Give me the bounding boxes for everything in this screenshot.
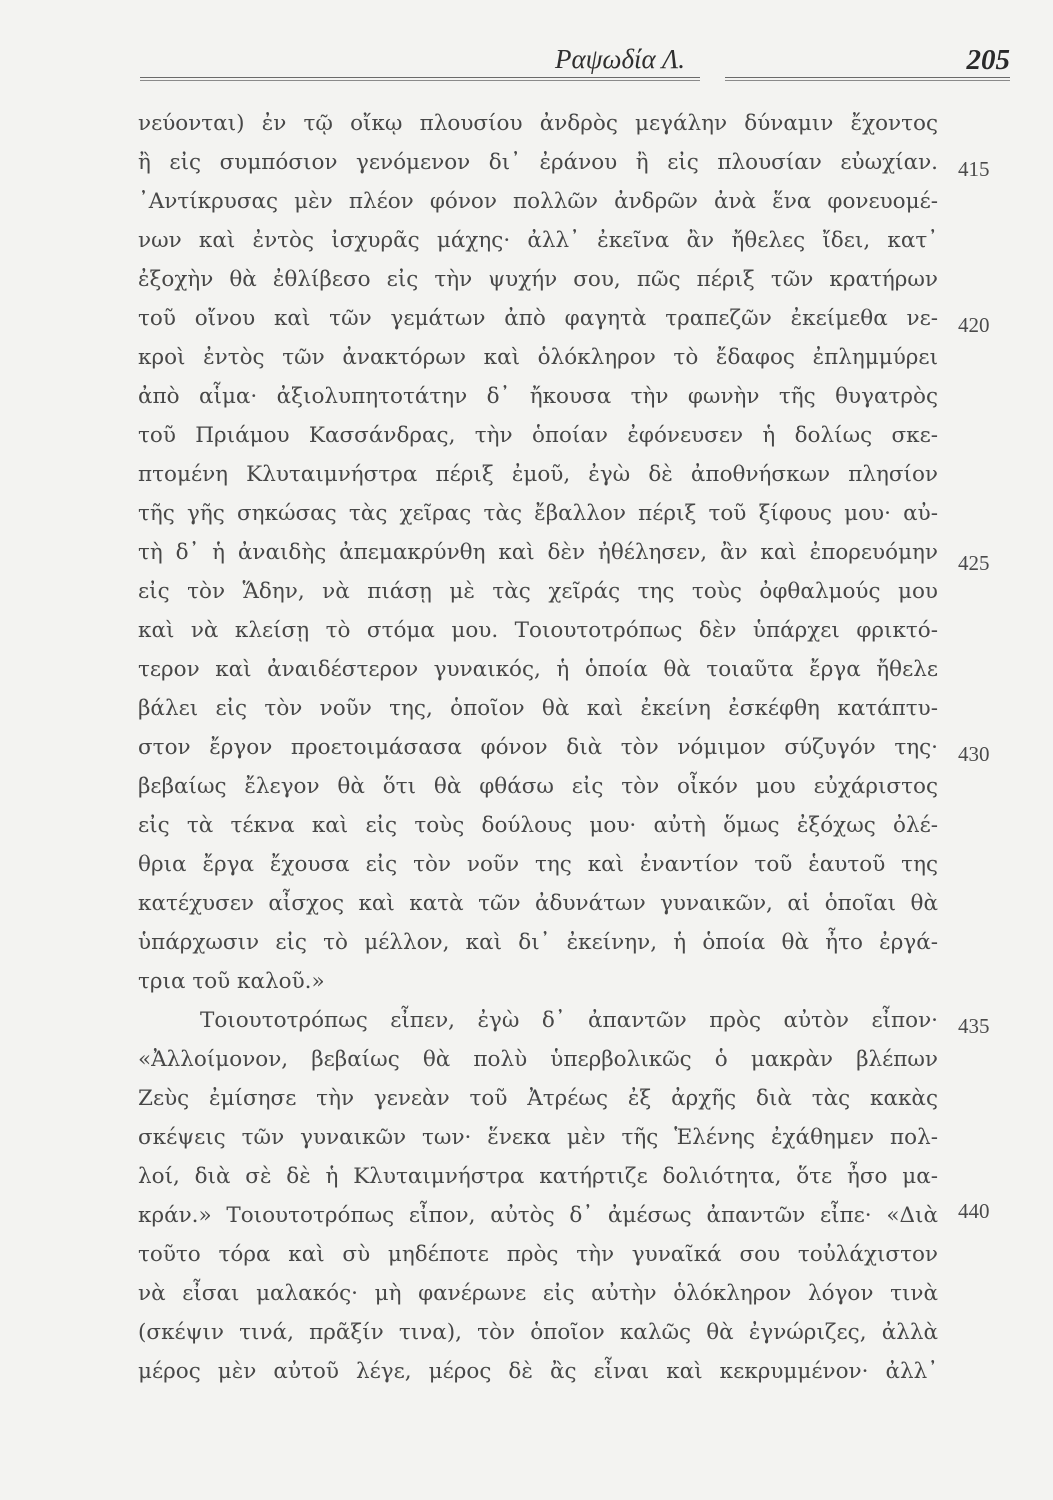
text-line: νεύονται) ἐν τῷ οἴκῳ πλουσίου ἀνδρὸς μεγάλην δύναμιν ἔχοντος [138, 111, 938, 136]
running-head [140, 44, 1010, 84]
text-line: ἀπὸ αἷμα· ἀξιολυπητοτάτην δ᾽ ἤκουσα τὴν φωνὴν τῆς θυγατρὸς [138, 384, 938, 409]
text-line: τὴ δ᾽ ἡ ἀναιδὴς ἀπεμακρύνθη καὶ δὲν ἠθέλησεν, ἂν καὶ ἐπορευόμην [138, 540, 938, 565]
text-line: καὶ νὰ κλείσῃ τὸ στόμα μου. Τοιουτοτρόπως δὲν ὑπάρχει φρικτό- [138, 618, 938, 643]
text-line: τοῦ Πριάμου Κασσάνδρας, τὴν ὁποίαν ἐφόνευσεν ἡ δολίως σκε- [138, 423, 938, 448]
text-line: λοί, διὰ σὲ δὲ ἡ Κλυταιμνήστρα κατήρτιζε δολιότητα, ὅτε ἦσο μα- [138, 1164, 938, 1189]
body-text [138, 104, 938, 1391]
text-line: στον ἔργον προετοιμάσασα φόνον διὰ τὸν νόμιμον σύζυγόν της· [138, 735, 938, 760]
text-line: μέρος μὲν αὐτοῦ λέγε, μέρος δὲ ἂς εἶναι καὶ κεκρυμμένον· ἀλλ᾽ [138, 1359, 938, 1384]
text-line: κατέχυσεν αἶσχος καὶ κατὰ τῶν ἀδυνάτων γυναικῶν, αἱ ὁποῖαι θὰ [138, 891, 938, 916]
text-line: θρια ἔργα ἔχουσα εἰς τὸν νοῦν της καὶ ἐναντίον τοῦ ἑαυτοῦ της [138, 852, 938, 877]
text-line: τοῦτο τόρα καὶ σὺ μηδέποτε πρὸς τὴν γυναῖκά σου τοὐλάχιστον [138, 1242, 938, 1267]
text-line: τοῦ οἴνου καὶ τῶν γεμάτων ἀπὸ φαγητὰ τραπεζῶν ἐκείμεθα νε- [138, 306, 938, 331]
text-line: τρια τοῦ καλοῦ.» [138, 969, 325, 994]
line-number: 430 [958, 742, 990, 766]
header-rule-left [140, 77, 700, 81]
text-line: Τοιουτοτρόπως εἶπεν, ἐγὼ δ᾽ ἀπαντῶν πρὸς αὐτὸν εἶπον· [200, 1008, 938, 1033]
running-title: Ραψωδία Λ. [554, 44, 686, 74]
text-line: ὑπάρχωσιν εἰς τὸ μέλλον, καὶ δι᾽ ἐκείνην, ἡ ὁποία θὰ ἦτο ἐργά- [138, 930, 938, 955]
line-number: 420 [958, 313, 990, 337]
text-line: σκέψεις τῶν γυναικῶν των· ἕνεκα μὲν τῆς Ἑλένης ἐχάθημεν πολ- [138, 1125, 938, 1150]
text-line: τερον καὶ ἀναιδέστερον γυναικός, ἡ ὁποία θὰ τοιαῦτα ἔργα ἤθελε [138, 657, 938, 682]
text-line: βάλει εἰς τὸν νοῦν της, ὁποῖον θὰ καὶ ἐκείνη ἐσκέφθη κατάπτυ- [138, 696, 938, 721]
text-line: εἰς τὰ τέκνα καὶ εἰς τοὺς δούλους μου· αὐτὴ ὅμως ἐξόχως ὀλέ- [138, 813, 938, 838]
text-line: νὰ εἶσαι μαλακός· μὴ φανέρωνε εἰς αὐτὴν ὁλόκληρον λόγον τινὰ [138, 1281, 938, 1306]
text-line: «Ἀλλοίμονον, βεβαίως θὰ πολὺ ὑπερβολικῶς ὁ μακρὰν βλέπων [138, 1047, 938, 1072]
header-rule-right [725, 77, 1010, 81]
text-line: τῆς γῆς σηκώσας τὰς χεῖρας τὰς ἔβαλλον πέριξ τοῦ ξίφους μου· αὐ- [138, 501, 938, 526]
text-line: κράν.» Τοιουτοτρόπως εἶπον, αὐτὸς δ᾽ ἀμέσως ἀπαντῶν εἶπε· «Διὰ [138, 1203, 938, 1228]
page-number: 205 [966, 44, 1010, 76]
text-line: εἰς τὸν Ἅδην, νὰ πιάσῃ μὲ τὰς χεῖράς της τοὺς ὀφθαλμούς μου [138, 579, 938, 604]
text-line: κροὶ ἐντὸς τῶν ἀνακτόρων καὶ ὁλόκληρον τὸ ἔδαφος ἐπλημμύρει [138, 345, 938, 370]
text-line: πτομένη Κλυταιμνήστρα πέριξ ἐμοῦ, ἐγὼ δὲ ἀποθνήσκων πλησίον [138, 462, 938, 487]
text-line: βεβαίως ἔλεγον θὰ ὅτι θὰ φθάσω εἰς τὸν οἶκόν μου εὐχάριστος [138, 774, 938, 799]
text-line: ἢ εἰς συμπόσιον γενόμενον δι᾽ ἐράνου ἢ εἰς πλουσίαν εὐωχίαν. [138, 150, 938, 175]
line-number: 435 [958, 1014, 990, 1038]
text-line: ᾽Αντίκρυσας μὲν πλέον φόνον πολλῶν ἀνδρῶν ἀνὰ ἕνα φονευομέ- [138, 189, 938, 214]
text-line: (σκέψιν τινά, πρᾶξίν τινα), τὸν ὁποῖον καλῶς θὰ ἐγνώριζες, ἀλλὰ [138, 1320, 938, 1345]
line-number: 425 [958, 551, 990, 575]
text-line: ἐξοχὴν θὰ ἐθλίβεσο εἰς τὴν ψυχήν σου, πῶς πέριξ τῶν κρατήρων [138, 267, 938, 292]
text-line: νων καὶ ἐντὸς ἰσχυρᾶς μάχης· ἀλλ᾽ ἐκεῖνα ἂν ἤθελες ἴδει, κατ᾽ [138, 228, 938, 253]
text-line: Ζεὺς ἐμίσησε τὴν γενεὰν τοῦ Ἀτρέως ἐξ ἀρχῆς διὰ τὰς κακὰς [138, 1086, 938, 1111]
line-number: 415 [958, 157, 990, 181]
line-number: 440 [958, 1199, 990, 1223]
